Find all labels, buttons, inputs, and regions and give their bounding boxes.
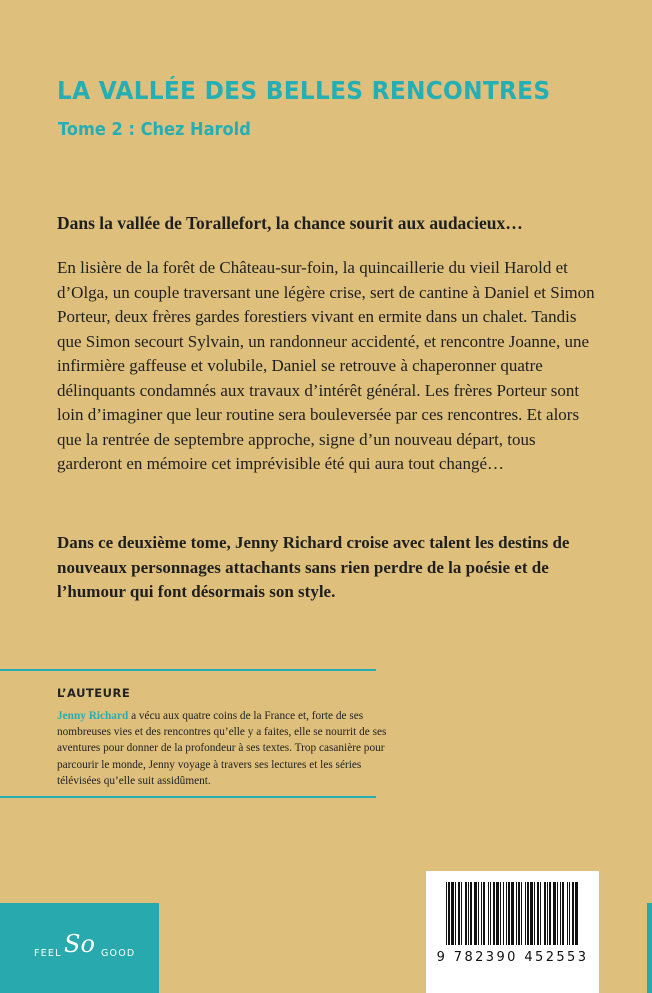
barcode-number: 9 782390 452553 bbox=[436, 950, 589, 965]
barcode-bar bbox=[503, 882, 504, 945]
barcode-bar bbox=[521, 882, 522, 945]
barcode-panel bbox=[426, 871, 599, 993]
author-bottom-divider bbox=[0, 796, 376, 798]
synopsis-paragraph: En lisière de la forêt de Château-sur-foin, la quincaillerie du vieil Harold et d’Olga, un couple traversant une légère crise, sert de cantine à Daniel et Simon Porteur, deux frères gardes forestiers vivant en ermite dans un chalet. Tandis que Simon secourt Sylvain, un randonneur accidenté, et rencontre Joanne, une infirmière gaffeuse et volubile, Daniel se retrouve à chaperonner quatre délinquants condamnés aux travaux d’intérêt général. Les frères Porteur sont loin d’imaginer que leur routine sera bouleversée par ces rencontres. Et alors que la rentrée de septembre approche, signe d’un nouveau départ, tous garderont en mémoire cet imprévisible été qui aura tout changé… bbox=[57, 258, 595, 473]
barcode-bar bbox=[575, 882, 578, 945]
barcode-bar bbox=[560, 882, 561, 945]
barcode-bar bbox=[549, 882, 551, 945]
barcode-bar bbox=[572, 882, 574, 945]
barcode-bar bbox=[547, 882, 548, 945]
barcode-bar bbox=[468, 882, 469, 945]
barcode-bar bbox=[496, 882, 499, 945]
barcode-bar bbox=[455, 882, 456, 945]
barcode-bar bbox=[448, 882, 450, 945]
barcode-bar bbox=[525, 882, 526, 945]
barcode-bars bbox=[446, 882, 579, 945]
author-bio bbox=[57, 708, 397, 789]
author-heading: L’AUTEURE bbox=[57, 686, 131, 700]
logo-word-so: So bbox=[64, 930, 95, 958]
author-bio-text: a vécu aux quatre coins de la France et, forte de ses nombreuses vies et des rencontres qu’elle y a faites, elle se nourrit de ses aventures pour donner de la profondeur à ses textes. Trop casanière pour parcourir le monde, Jenny voyage à travers ses lectures et les séries télévisées qu’elle suit assidûment. bbox=[57, 710, 387, 787]
barcode-bar bbox=[530, 882, 533, 945]
barcode-bar bbox=[474, 882, 477, 945]
author-top-divider bbox=[0, 669, 376, 671]
barcode-bar bbox=[465, 882, 467, 945]
barcode-bar bbox=[516, 882, 517, 945]
barcode-bar bbox=[553, 882, 556, 945]
barcode-bar bbox=[527, 882, 529, 945]
barcode-bar bbox=[500, 882, 501, 945]
barcode-bar bbox=[567, 882, 568, 945]
closing-paragraph: Dans ce deuxième tome, Jenny Richard croise avec talent les destins de nouveaux personnages attachants sans rien perdre de la poésie et de l’humour qui font désormais son style. bbox=[57, 533, 570, 601]
barcode-bar bbox=[458, 882, 460, 945]
tagline: Dans la vallée de Torallefort, la chance sourit aux audacieux… bbox=[57, 213, 523, 233]
barcode-bar bbox=[446, 882, 447, 945]
barcode-bar bbox=[508, 882, 510, 945]
barcode-bar bbox=[511, 882, 514, 945]
logo-word-good: GOOD bbox=[101, 948, 136, 959]
barcode-bar bbox=[518, 882, 520, 945]
barcode-bar bbox=[534, 882, 535, 945]
barcode-bar bbox=[569, 882, 570, 945]
barcode-bar bbox=[537, 882, 539, 945]
barcode-bar bbox=[451, 882, 454, 945]
barcode-bar bbox=[481, 882, 482, 945]
barcode-bar bbox=[490, 882, 491, 945]
barcode-bar bbox=[488, 882, 489, 945]
book-title: LA VALLÉE DES BELLES RENCONTRES bbox=[57, 76, 551, 105]
logo-word-feel: FEEL bbox=[34, 948, 62, 959]
barcode-bar bbox=[461, 882, 462, 945]
book-subtitle: Tome 2 : Chez Harold bbox=[58, 119, 251, 140]
barcode-bar bbox=[506, 882, 507, 945]
barcode-bar bbox=[478, 882, 479, 945]
barcode-bar bbox=[544, 882, 546, 945]
publisher-logo bbox=[0, 928, 159, 968]
author-name: Jenny Richard bbox=[57, 710, 129, 722]
barcode-bar bbox=[493, 882, 495, 945]
spine-edge-mark bbox=[647, 903, 652, 993]
barcode-bar bbox=[562, 882, 564, 945]
barcode-bar bbox=[483, 882, 485, 945]
barcode-bar bbox=[540, 882, 541, 945]
barcode-bar bbox=[557, 882, 558, 945]
barcode-bar bbox=[470, 882, 472, 945]
